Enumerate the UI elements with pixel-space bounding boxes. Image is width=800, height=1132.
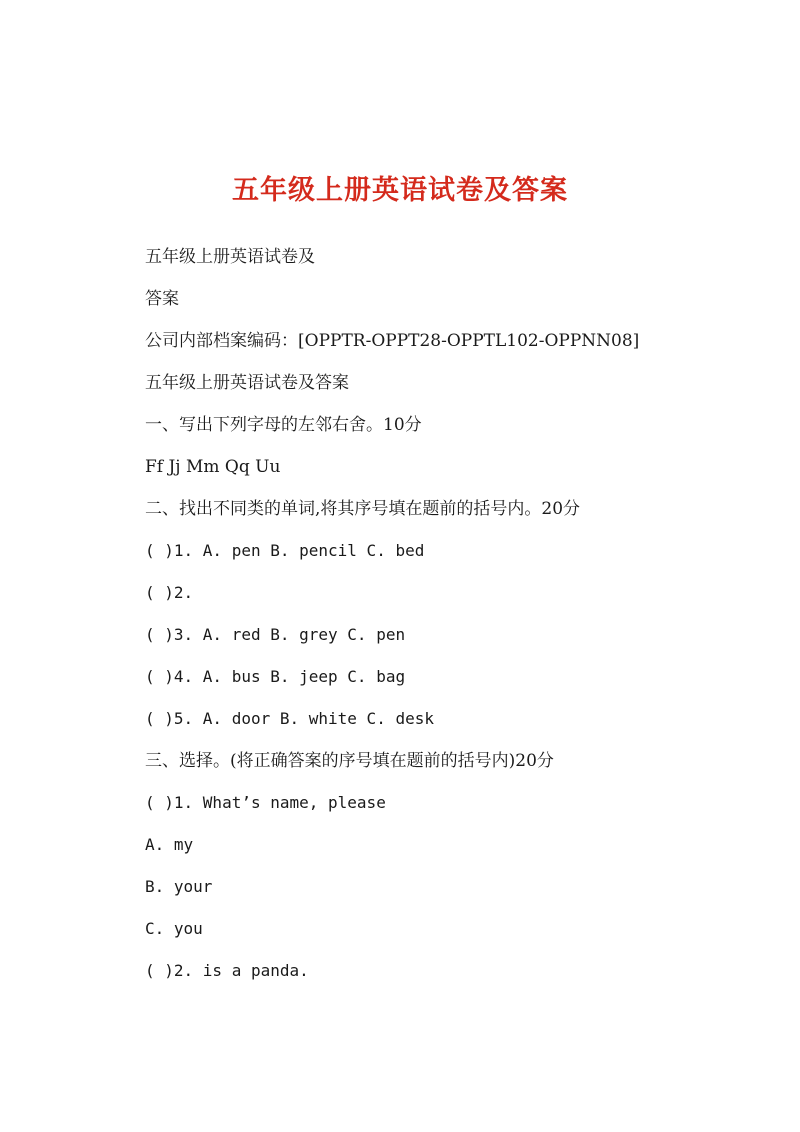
question-line: ( )2. bbox=[145, 583, 194, 602]
section-heading-1: 一、写出下列字母的左邻右舍。10分 bbox=[145, 415, 422, 435]
question-line: ( )1. A. pen B. pencil C. bed bbox=[145, 541, 425, 560]
question-line: ( )5. A. door B. white C. desk bbox=[145, 709, 434, 728]
section-heading-2: 二、找出不同类的单词,将其序号填在题前的括号内。20分 bbox=[145, 499, 581, 519]
option-line: C. you bbox=[145, 919, 203, 938]
section-heading-3: 三、选择。(将正确答案的序号填在题前的括号内)20分 bbox=[145, 751, 554, 771]
letters-line: Ff Jj Mm Qq Uu bbox=[145, 457, 281, 477]
question-line: ( )1. What’s name, please bbox=[145, 793, 386, 812]
option-line: B. your bbox=[145, 877, 213, 896]
question-line: ( )4. A. bus B. jeep C. bag bbox=[145, 667, 406, 686]
question-line: ( )2. is a panda. bbox=[145, 961, 309, 980]
archive-code-line: 公司内部档案编码：[OPPTR-OPPT28-OPPTL102-OPPNN08] bbox=[145, 331, 640, 351]
document-title: 五年级上册英语试卷及答案 bbox=[232, 175, 568, 206]
text-line: 五年级上册英语试卷及 bbox=[145, 247, 315, 267]
option-line: A. my bbox=[145, 835, 194, 854]
text-line: 五年级上册英语试卷及答案 bbox=[145, 373, 349, 393]
text-line: 答案 bbox=[145, 289, 179, 309]
question-line: ( )3. A. red B. grey C. pen bbox=[145, 625, 406, 644]
